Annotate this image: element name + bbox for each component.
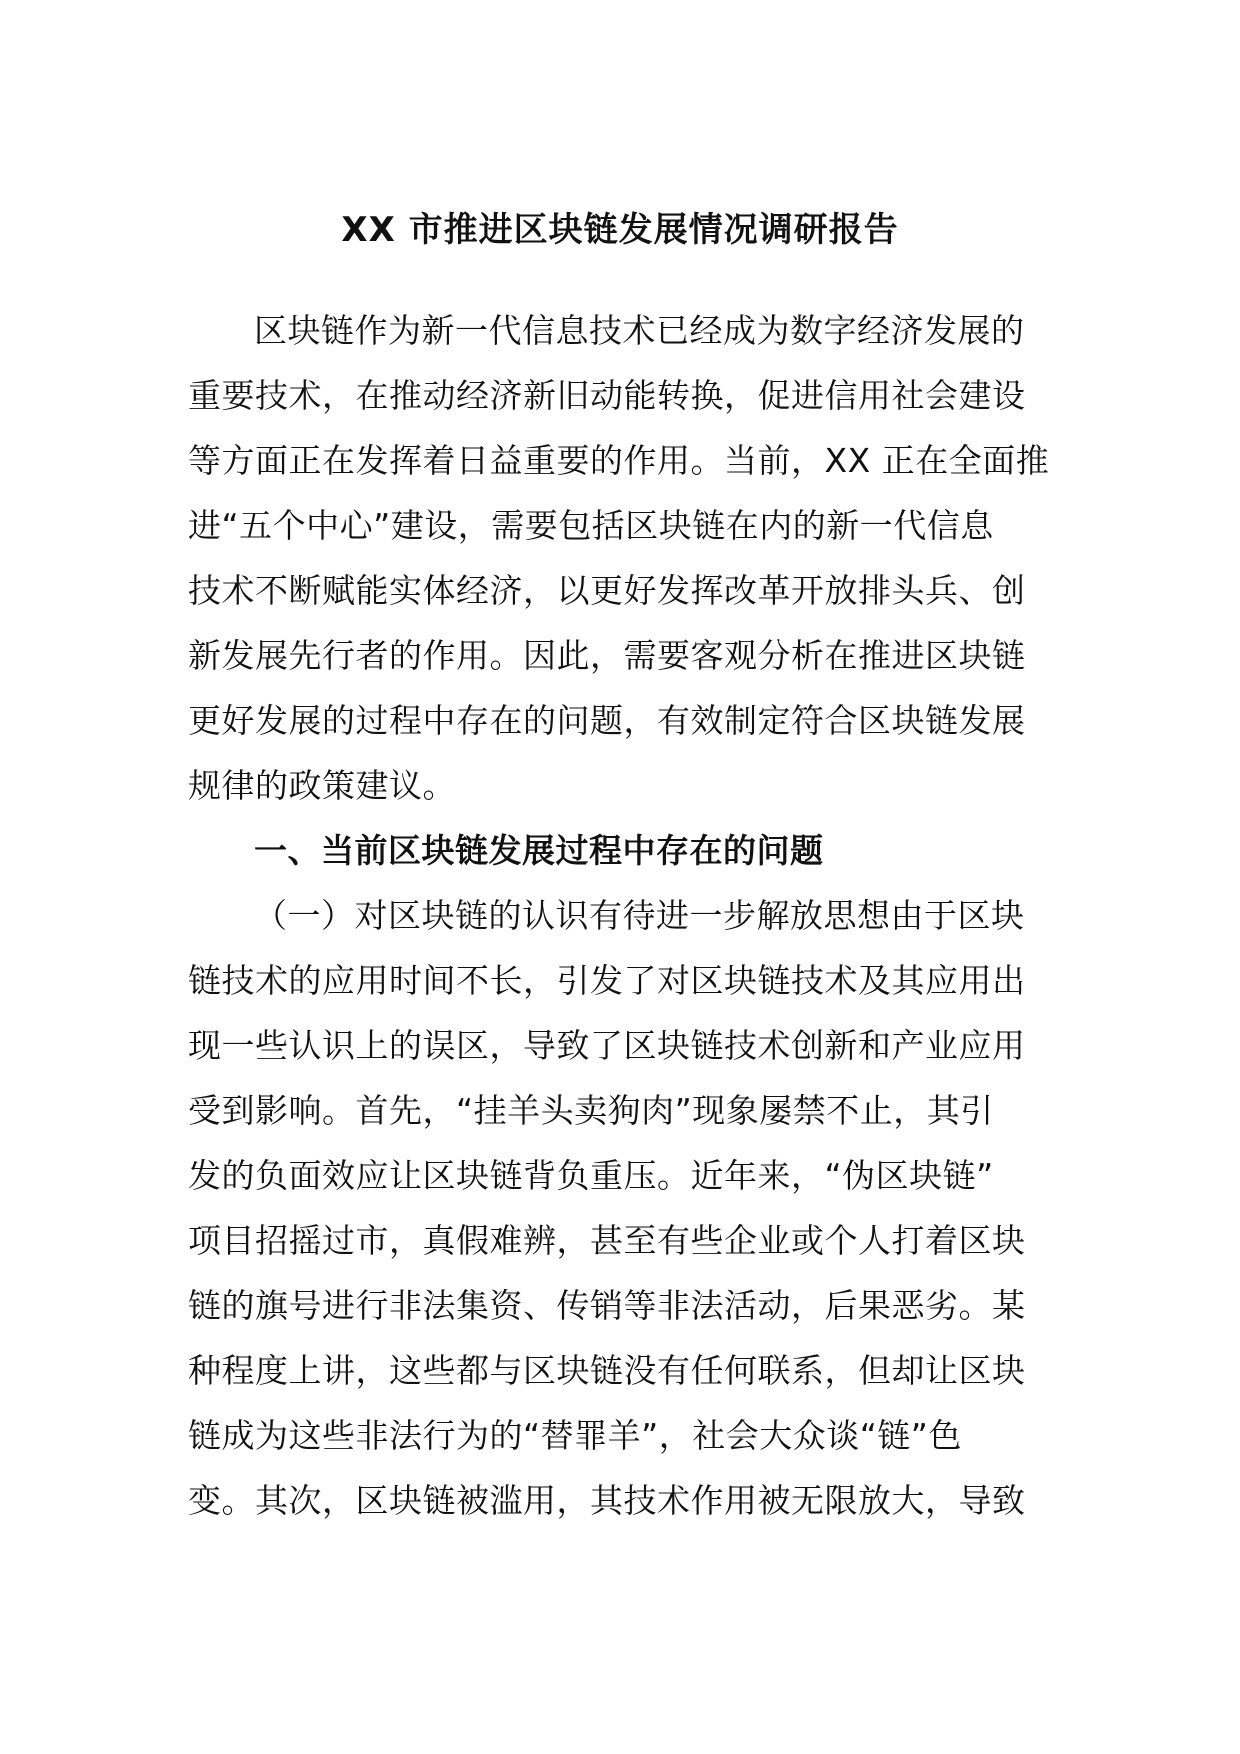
- paragraph-line: 区块链作为新一代信息技术已经成为数字经济发展的: [254, 311, 1025, 350]
- paragraph-line: 进“五个中心”建设，需要包括区块链在内的新一代信息: [188, 506, 994, 545]
- section-heading: 一、当前区块链发展过程中存在的问题: [254, 831, 824, 870]
- paragraph-line: （一）对区块链的认识有待进一步解放思想由于区块: [254, 896, 1025, 935]
- paragraph-line: 发的负面效应让区块链背负重压。近年来，“伪区块链”: [188, 1156, 994, 1195]
- paragraph-line: 链的旗号进行非法集资、传销等非法活动，后果恶劣。某: [188, 1286, 1026, 1325]
- paragraph-line: 技术不断赋能实体经济，以更好发挥改革开放排头兵、创: [188, 571, 1026, 610]
- paragraph-line: 现一些认识上的误区，导致了区块链技术创新和产业应用: [188, 1026, 1026, 1065]
- paragraph-line: 重要技术，在推动经济新旧动能转换，促进信用社会建设: [188, 376, 1026, 415]
- document-title: XX 市推进区块链发展情况调研报告: [341, 210, 899, 250]
- paragraph-line: 链技术的应用时间不长，引发了对区块链技术及其应用出: [188, 961, 1026, 1000]
- paragraph-line: 变。其次，区块链被滥用，其技术作用被无限放大，导致: [188, 1481, 1026, 1520]
- paragraph-line: 种程度上讲，这些都与区块链没有任何联系，但却让区块: [188, 1351, 1026, 1390]
- paragraph-line: 等方面正在发挥着日益重要的作用。当前，XX 正在全面推: [188, 441, 1050, 480]
- paragraph-line: 链成为这些非法行为的“替罪羊”，社会大众谈“链”色: [188, 1416, 962, 1455]
- document-body: [188, 298, 1048, 1533]
- paragraph-line: 新发展先行者的作用。因此，需要客观分析在推进区块链: [188, 636, 1026, 675]
- paragraph-line: 更好发展的过程中存在的问题，有效制定符合区块链发展: [188, 701, 1026, 740]
- paragraph-line: 受到影响。首先，“挂羊头卖狗肉”现象屡禁不止，其引: [188, 1091, 994, 1130]
- paragraph-line: 项目招摇过市，真假难辨，甚至有些企业或个人打着区块: [188, 1221, 1026, 1260]
- paragraph-line: 规律的政策建议。: [188, 766, 456, 805]
